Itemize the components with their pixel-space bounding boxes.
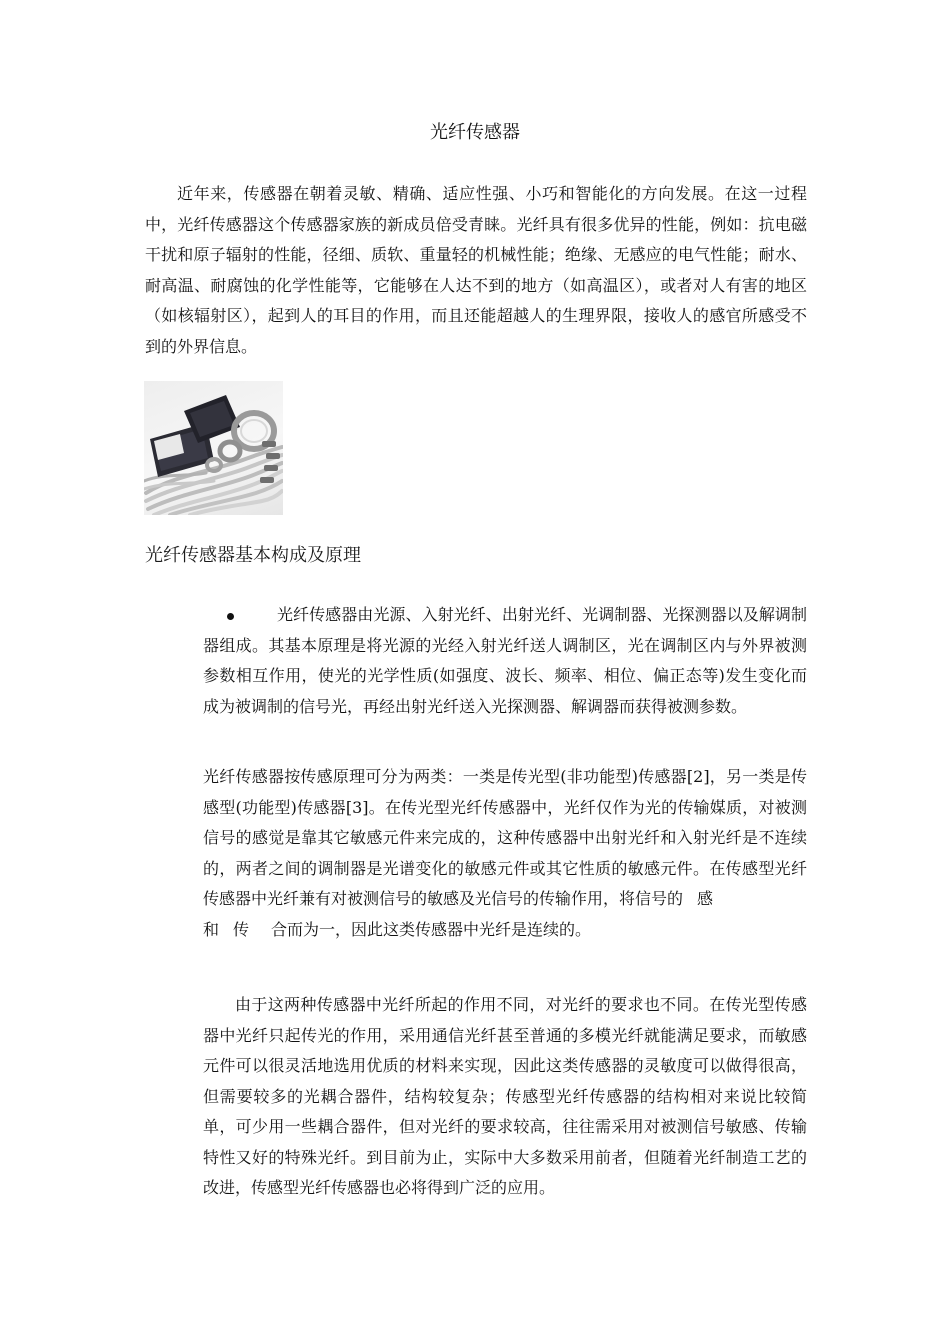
- bullet-icon: [227, 613, 234, 620]
- fiber-sensor-illustration: [144, 381, 283, 515]
- classification-paragraph-main: 光纤传感器按传感原理可分为两类：一类是传光型(非功能型)传感器[2]，另一类是传感型(功能型)传感器[3]。在传光型光纤传感器中，光纤仅作为光的传输媒质，对被测信号的感觉是靠其它敏感元件来完成的，这种传感器中出射光纤和入射光纤是不连续的，两者之间的调制器是光谱变化的敏感元件或其它性质的敏感元件。在传感型光纤传感器中光纤兼有对被测信号的敏感及光信号的传输作用，将信号的: [203, 767, 807, 908]
- fragment-chuan: 传: [233, 919, 250, 939]
- document-title: 光纤传感器: [430, 122, 520, 143]
- fragment-gan: 感: [697, 889, 714, 908]
- classification-paragraph: [203, 762, 807, 945]
- section-heading: 光纤传感器基本构成及原理: [145, 545, 361, 566]
- bullet-list-item: [203, 600, 807, 722]
- comparison-paragraph: 由于这两种传感器中光纤所起的作用不同，对光纤的要求也不同。在传光型传感器中光纤只起传光的作用，采用通信光纤甚至普通的多模光纤就能满足要求，而敏感元件可以很灵活地选用优质的材料来实现，因此这类传感器的灵敏度可以做得很高，但需要较多的光耦合器件，结构较复杂；传感型光纤传感器的结构相对来说比较简单，可少用一些耦合器件，但对光纤的要求较高，往往需采用对被测信号敏感、传输特性又好的特殊光纤。到目前为止，实际中大多数采用前者，但随着光纤制造工艺的改进，传感型光纤传感器也必将得到广泛的应用。: [203, 995, 807, 1197]
- fragment-he: 和: [203, 919, 220, 939]
- bullet-paragraph: 光纤传感器由光源、入射光纤、出射光纤、光调制器、光探测器以及解调制器组成。其基本原理是将光源的光经入射光纤送人调制区，光在调制区内与外界被测参数相互作用，使光的光学性质(如强度、波长、频率、相位、偏正态等)发生变化而成为被调制的信号光，再经出射光纤送入光探测器、解调器而获得被测参数。: [203, 605, 807, 716]
- classification-paragraph-tail: 合而为一，因此这类传感器中光纤是连续的。: [271, 919, 592, 939]
- intro-paragraph: 近年来，传感器在朝着灵敏、精确、适应性强、小巧和智能化的方向发展。在这一过程中，光纤传感器这个传感器家族的新成员倍受青睐。光纤具有很多优异的性能，例如：抗电磁干扰和原子辐射的性能，径细、质软、重量轻的机械性能；绝缘、无感应的电气性能；耐水、耐高温、耐腐蚀的化学性能等，它能够在人达不到的地方（如高温区），或者对人有害的地区（如核辐射区），起到人的耳目的作用，而且还能超越人的生理界限，接收人的感官所感受不到的外界信息。: [145, 184, 807, 356]
- fiber-sensor-photo: [144, 381, 283, 515]
